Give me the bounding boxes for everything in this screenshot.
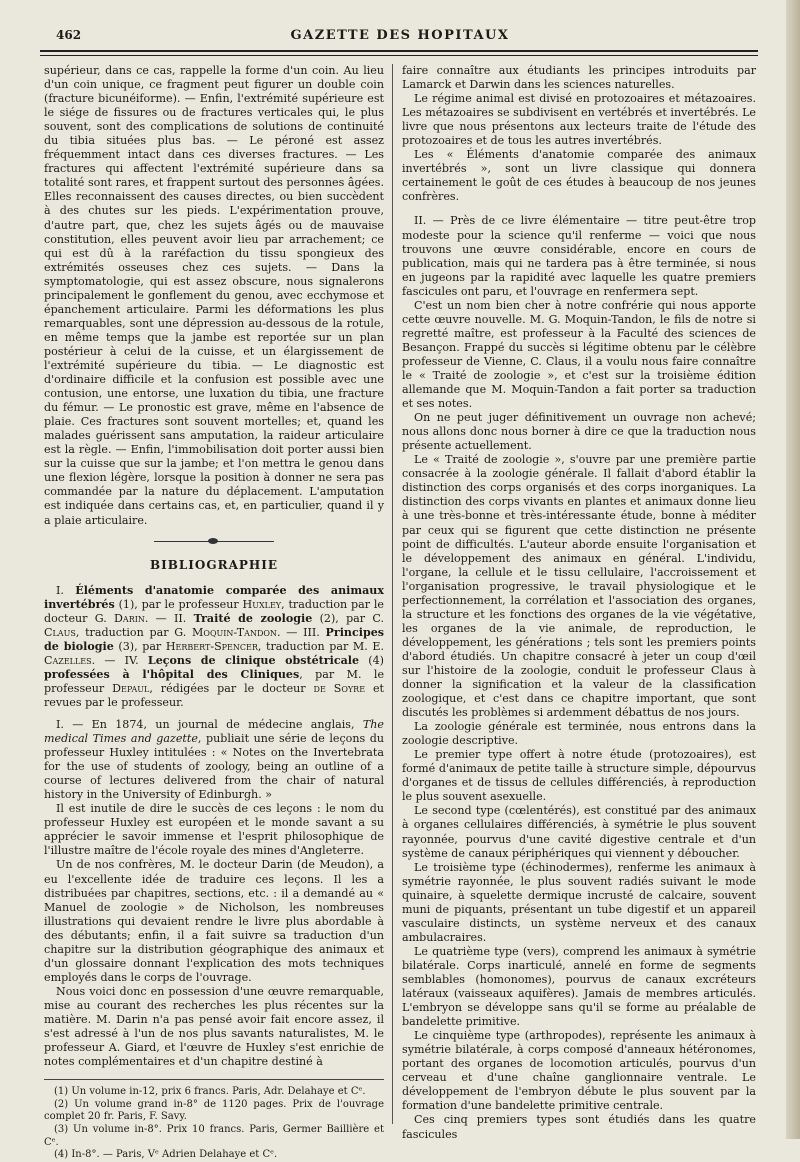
translator-name: G. Darin xyxy=(94,611,145,625)
paragraph: Le premier type offert à notre étude (protozoaires), est formé d'animaux de petite taille à structure simple, dépourvus d'organes et de tissus de cellules différenciés, à reproduction le plus souvent asexuelle. xyxy=(402,748,756,804)
footnote: (3) Un volume in-8°. Prix 10 francs. Paris, Germer Baillière et Cᵉ. xyxy=(44,1123,384,1148)
header-rule xyxy=(40,50,758,52)
page-number: 462 xyxy=(56,28,82,42)
author-name: Herbert-Spencer xyxy=(165,639,258,653)
bibliography-list: I. Éléments d'anatomie comparée des animaux invertébrés (1), par le professeur Huxley, traduction par le docteur G. Darin. — II. Traité de zoologie (2), par C. Claus, traduction par G. Moquin-Tandon. — III. Principes de biologie (3), par Herbert-Spencer, traduction par M. E. Cazelles. — IV. Leçons de clinique obstétricale (4) professées à l'hôpital des Cliniques, par M. le professeur Depaul, rédigées par le docteur de Soyre et revues par le professeur. xyxy=(44,583,385,709)
page-header xyxy=(40,26,760,48)
paragraph: Les « Éléments d'anatomie comparée des animaux invertébrés », sont un livre classique qui donnera certainement le goût de ces études à beaucoup de nos jeunes confrères. xyxy=(402,148,756,204)
footnote: (4) In-8°. — Paris, Vᵉ Adrien Delahaye et Cᵉ. xyxy=(54,1149,278,1161)
book-title: Leçons de clinique obstétricale xyxy=(147,653,360,667)
left-column xyxy=(44,64,384,1162)
paragraph: Le quatrième type (vers), comprend les animaux à symétrie bilatérale. Corps inarticulé, annelé en forme de segments semblables (homonomes), pourvus de canaux excréteurs latéraux (vaisseaux aquifères). Jamais de membres articulés. L'embryon se développe sans qu'il se forme au préalable de bandelette primitive. xyxy=(402,944,756,1029)
journal-title: The medical Times and gazette xyxy=(44,718,384,746)
paragraph: Nous voici donc en possession d'une œuvre remarquable, mise au courant des recherches les plus récentes sur la matière. M. Darin n'a pas pensé avoir fait encore assez, il s'est adressé à l'un de nos plus savants naturalistes, M. le professeur A. Giard, et l'œuvre de Huxley s'est enrichie de notes complémentaires et d'un chapitre destiné à xyxy=(44,984,384,1069)
book-title-continued: professées à l'hôpital des Cliniques xyxy=(44,667,300,681)
paragraph: Ces cinq premiers types sont étudiés dans les quatre fascicules xyxy=(402,1113,756,1141)
ornamental-divider xyxy=(154,538,274,544)
footnote-rule xyxy=(44,1079,384,1080)
paragraph: Le second type (cœlentérés), est constitué par des animaux à organes cellulaires différenciés, à symétrie le plus souvent rayonnée, pourvus d'une cavité digestive centrale et d'un système de canaux périphériques qui viennent y déboucher. xyxy=(402,804,756,860)
author-name: C. Claus xyxy=(44,611,385,639)
paragraph: supérieur, dans ce cas, rappelle la forme d'un coin. Au lieu d'un coin unique, ce fragment peut figurer un double coin (fracture bicunéiforme). — Enfin, l'extrémité supérieure est le siége de fissures ou de fractures verticales qui, le plus souvent, sont des complications de solutions de continuité du tibia situées plus bas. — Le péroné est assez fréquemment intact dans ces diverses fractures. — Les fractures qui affectent l'extrémité supérieure dans sa totalité sont rares, et frappent surtout des personnes âgées. Elles reconnaissent des causes directes, ou bien succèdent à des chutes sur les pieds. L'expérimentation prouve, d'autre part, que, chez les sujets âgés ou de mauvaise constitution, elles peuvent avoir lieu par arrachement; ce qui est dû à la raréfaction du tissu spongieux des extrémités osseuses chez ces sujets. — Dans la symptomatologie, qui est assez obscure, nous signalerons principalement le gonflement du genou, avec ecchymose et épanchement articulaire. Parmi les déformations les plus remarquables, sont une dépression au-dessous de la rotule, en même temps que la jambe est reportée sur un plan postérieur à celui de la cuisse, et un élargissement de l'extrémité supérieure du tibia. — Le diagnostic est d'ordinaire difficile et la confusion est possible avec une contusion, une entorse, une luxation du tibia, une fracture du fémur. — Le pronostic est grave, même en l'absence de plaie. Ces fractures sont souvent mortelles; et, quand les malades guérissent sans amputation, la raideur articulaire est la règle. — Enfin, l'immobilisation doit porter aussi bien sur la cuisse que sur la jambe; et l'on mettra le genou dans une flexion légère, lorsque la position à donner ne sera pas commandée par la nature du déplacement. L'amputation est indiquée dans certains cas, et, en particulier, quand il y a plaie articulaire. xyxy=(44,64,384,527)
paragraph: faire connaître aux étudiants les principes introduits par Lamarck et Darwin dans les sciences naturelles. xyxy=(402,64,756,92)
paragraph: I. — En 1874, un journal de médecine anglais, The medical Times and gazette, publiait une série de leçons du professeur Huxley intitulées : « Notes on the Invertebrata for the use of students of zoology, being an outline of a course of lectures delivered from the chair of natural history in the University of Edinburgh. » xyxy=(44,718,384,802)
right-column xyxy=(402,64,756,1142)
footnote: (1) Un volume in-12, prix 6 francs. Paris, Adr. Delahaye et Cᵉ. xyxy=(54,1086,366,1098)
book-title: Principes de biologie xyxy=(44,625,385,653)
page-edge-shadow xyxy=(786,0,800,1139)
paragraph: Le régime animal est divisé en protozoaires et métazoaires. Les métazoaires se subdivisent en vertébrés et invertébrés. Le livre que nous présentons aux lecteurs traite de l'étude des protozoaires et de tous les autres invertébrés. xyxy=(402,92,756,148)
paragraph: C'est un nom bien cher à notre confrérie qui nous apporte cette œuvre nouvelle. M. G. Moquin-Tandon, le fils de notre si regretté maître, est professeur à la Faculté des sciences de Besançon. Frappé du succès si légitime obtenu par le célèbre professeur de Vienne, C. Claus, il a voulu nous faire connaître le « Traité de zoologie », et c'est sur la troisième édition allemande que M. Moquin-Tandon a fait porter sa traduction et ses notes. xyxy=(402,298,756,411)
paragraph: II. — Près de ce livre élémentaire — titre peut-être trop modeste pour la science qu'il renferme — voici que nous trouvons une œuvre considérable, encore en cours de publication, mais qui ne tardera pas à être terminée, si nous en jugeons par la rapidité avec laquelle les quatre premiers fascicules ont paru, et l'ouvrage en renfermera sept. xyxy=(402,214,756,298)
author-name: Huxley xyxy=(242,597,282,611)
footnote: (2) Un volume grand in-8° de 1120 pages. Prix de l'ouvrage complet 20 fr. Paris, F. Savy. xyxy=(44,1098,384,1123)
translator-name: G. Moquin-Tandon xyxy=(174,625,277,639)
paragraph: La zoologie générale est terminée, nous entrons dans la zoologie descriptive. xyxy=(402,720,756,748)
footnotes xyxy=(44,1086,384,1162)
column-divider xyxy=(392,64,393,1124)
editor-name: de Soyre xyxy=(313,681,366,695)
paragraph: On ne peut juger définitivement un ouvrage non achevé; nous allons donc nous borner à dire ce que la traduction nous présente actuellement. xyxy=(402,411,756,453)
running-title: GAZETTE DES HOPITAUX xyxy=(290,28,510,43)
section-title: BIBLIOGRAPHIE xyxy=(149,557,279,572)
paragraph: Le troisième type (échinodermes), renferme les animaux à symétrie rayonnée, le plus souvent radiés suivant le mode quinaire, à squelette dermique incrusté de calcaire, souvent muni de piquants, présentant un tube digestif et un appareil vasculaire distincts, un système nerveux et des canaux ambulacraires. xyxy=(402,860,756,944)
paragraph: Le « Traité de zoologie », s'ouvre par une première partie consacrée à la zoologie générale. Il fallait d'abord établir la distinction des corps organisés et des corps inorganiques. La distinction des corps vivants en plantes et animaux donne lieu à une très-bonne et très-intéressante étude, bonne à méditer par ceux qui se figurent que cette distinction ne présente point de difficultés. L'auteur aborde ensuite l'organisation et le développement des animaux en général. L'individu, l'organe, la cellule et le tissu cellulaire, l'accroissement et l'organisation progressive, le travail physiologique et le perfectionnement, la corrélation et l'association des organes, la structure et les fonctions des organes de la vie végétative, les organes de la vie animale, de reproduction, le développement, les générations ; tels sont les premiers points d'abord étudiés. Un chapitre consacré à jeter un coup d'œil sur l'histoire de la zoologie, conduit le professeur Claus à donner la signification et la valeur de la classification zoologique, et c'est dans ce chapitre important, que sont discutés les problèmes si ardemment débattus de nos jours. xyxy=(402,453,756,720)
paragraph: Le cinquième type (arthropodes), représente les animaux à symétrie bilatérale, à corps composé d'anneaux hétéronomes, portant des organes de locomotion articulés, pourvus d'un cerveau et d'une chaîne ganglionnaire ventrale. Le développement de l'embryon débute le plus souvent par la formation d'une bandelette primitive centrale. xyxy=(402,1029,756,1113)
book-title: Éléments d'anatomie comparée des animaux invertébrés xyxy=(44,583,384,611)
header-rule-thin xyxy=(40,55,758,56)
author-name: Depaul xyxy=(112,681,150,695)
translator-name: Cazelles xyxy=(44,653,92,667)
paragraph: Il est inutile de dire le succès de ces leçons : le nom du professeur Huxley est européen et le monde savant a su apprécier le savoir immense et l'esprit philosophique de l'illustre maître de l'école royale des mines d'Angleterre. xyxy=(44,802,384,858)
book-title: Traité de zoologie xyxy=(193,611,313,625)
paragraph: Un de nos confrères, M. le docteur Darin (de Meudon), a eu l'excellente idée de traduire ces leçons. Il les a distribuées par chapitres, sections, etc. : il a demandé au « Manuel de zoologie » de Nicholson, les nombreuses illustrations qui devaient rendre le livre plus abordable à des débutants; enfin, il a fait suivre sa traduction d'un chapitre sur la distribution géographique des animaux et d'un glossaire donnant l'explication des mots techniques employés dans le corps de l'ouvrage. xyxy=(44,858,384,984)
